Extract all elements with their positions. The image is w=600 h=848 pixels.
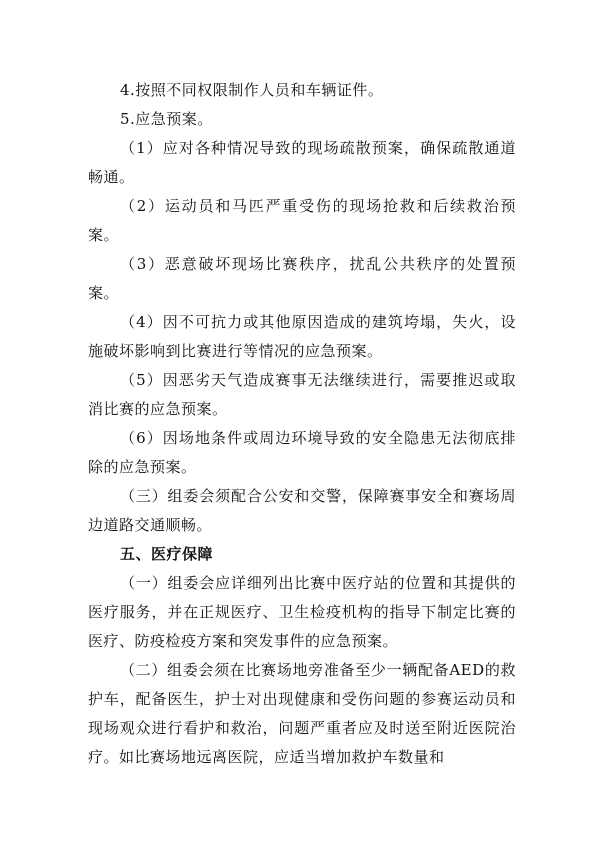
paragraph-disruption-plan: （3）恶意破坏现场比赛秩序，扰乱公共秩序的处置预案。 xyxy=(88,255,516,302)
paragraph-force-majeure-plan: （4）因不可抗力或其他原因造成的建筑垮塌，失火，设施破坏影响到比赛进行等情况的应急预案。 xyxy=(88,313,516,360)
paragraph-evacuation-plan: （1）应对各种情况导致的现场疏散预案，确保疏散通道畅通。 xyxy=(88,139,516,186)
paragraph-police-traffic: （三）组委会须配合公安和交警，保障赛事安全和赛场周边道路交通顺畅。 xyxy=(88,487,516,534)
document-body xyxy=(88,76,516,772)
paragraph-item-4-credentials: 4.按照不同权限制作人员和车辆证件。 xyxy=(120,81,384,99)
section-heading-medical: 五、医疗保障 xyxy=(120,545,214,563)
paragraph-venue-hazard-plan: （6）因场地条件或周边环境导致的安全隐患无法彻底排除的应急预案。 xyxy=(88,429,516,476)
paragraph-medical-stations: （一）组委会应详细列出比赛中医疗站的位置和其提供的医疗服务，并在正规医疗、卫生检疫机构的指导下制定比赛的医疗、防疫检疫方案和突发事件的应急预案。 xyxy=(88,574,516,650)
paragraph-item-5-emergency-plans: 5.应急预案。 xyxy=(120,110,213,128)
paragraph-weather-plan: （5）因恶劣天气造成赛事无法继续进行，需要推迟或取消比赛的应急预案。 xyxy=(88,371,516,418)
paragraph-ambulance: （二）组委会须在比赛场地旁准备至少一辆配备AED的救护车，配备医生，护士对出现健康和受伤问题的参赛运动员和现场观众进行看护和救治，问题严重者应及时送至附近医院治疗。如比赛场地远离医院，应适当增加救护车数量和 xyxy=(88,661,516,766)
paragraph-injury-rescue-plan: （2）运动员和马匹严重受伤的现场抢救和后续救治预案。 xyxy=(88,197,516,244)
